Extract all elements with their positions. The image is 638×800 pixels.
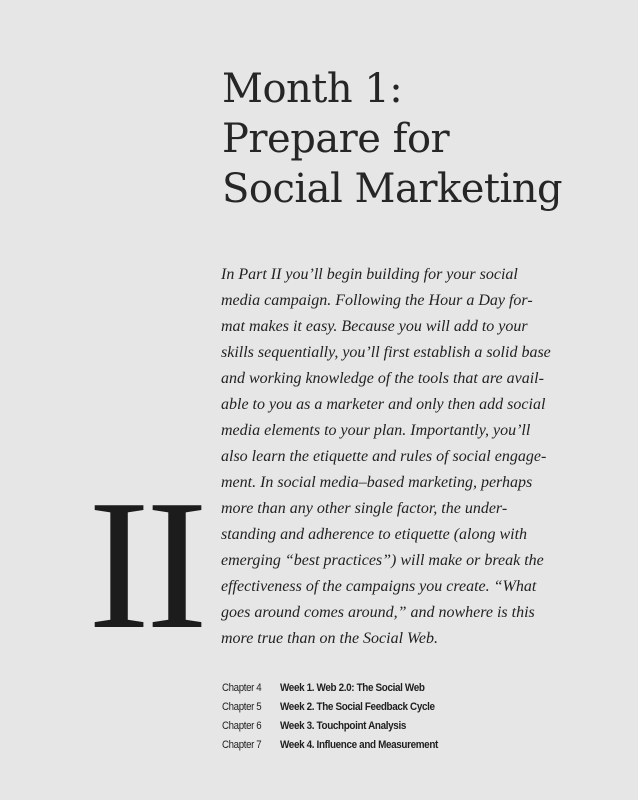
intro-line: mat makes it easy. Because you will add to your bbox=[221, 318, 528, 335]
chapter-number: Chapter 5 bbox=[222, 701, 262, 713]
intro-line: media elements to your plan. Importantly, you’ll bbox=[221, 422, 531, 439]
intro-line: able to you as a marketer and only then add social bbox=[221, 396, 546, 413]
intro-paragraph bbox=[221, 262, 561, 652]
intro-line: media campaign. Following the Hour a Day for- bbox=[221, 292, 533, 309]
chapter-title: Week 2. The Social Feedback Cycle bbox=[280, 701, 435, 713]
intro-line: standing and adherence to etiquette (along with bbox=[221, 526, 528, 543]
chapter-item bbox=[222, 679, 602, 698]
intro-line: goes around comes around,” and nowhere is this bbox=[221, 604, 535, 621]
chapter-number: Chapter 4 bbox=[222, 682, 262, 694]
chapter-title: Week 3. Touchpoint Analysis bbox=[280, 720, 406, 732]
intro-line: more than any other single factor, the under- bbox=[221, 500, 508, 517]
part-title bbox=[222, 64, 622, 214]
title-line: Month 1: bbox=[222, 66, 403, 112]
chapter-item bbox=[222, 717, 602, 736]
title-line: Social Marketing bbox=[222, 166, 563, 212]
intro-line: also learn the etiquette and rules of social engage- bbox=[221, 448, 547, 465]
intro-line: more true than on the Social Web. bbox=[221, 630, 439, 647]
chapter-list bbox=[222, 679, 602, 755]
chapter-title: Week 4. Influence and Measurement bbox=[280, 739, 438, 751]
intro-line: emerging “best practices”) will make or break the bbox=[221, 552, 544, 569]
title-line: Prepare for bbox=[222, 116, 450, 162]
intro-line: skills sequentially, you’ll first establish a solid base bbox=[221, 344, 551, 361]
intro-line: In Part II you’ll begin building for your social bbox=[221, 266, 518, 283]
part-numeral: II bbox=[88, 462, 204, 668]
chapter-item bbox=[222, 698, 602, 717]
intro-line: and working knowledge of the tools that are avail- bbox=[221, 370, 544, 387]
intro-line: effectiveness of the campaigns you create. “What bbox=[221, 578, 537, 595]
intro-line: ment. In social media–based marketing, perhaps bbox=[221, 474, 533, 491]
chapter-title: Week 1. Web 2.0: The Social Web bbox=[280, 682, 425, 694]
chapter-number: Chapter 6 bbox=[222, 720, 262, 732]
chapter-number: Chapter 7 bbox=[222, 739, 262, 751]
chapter-item bbox=[222, 736, 602, 755]
